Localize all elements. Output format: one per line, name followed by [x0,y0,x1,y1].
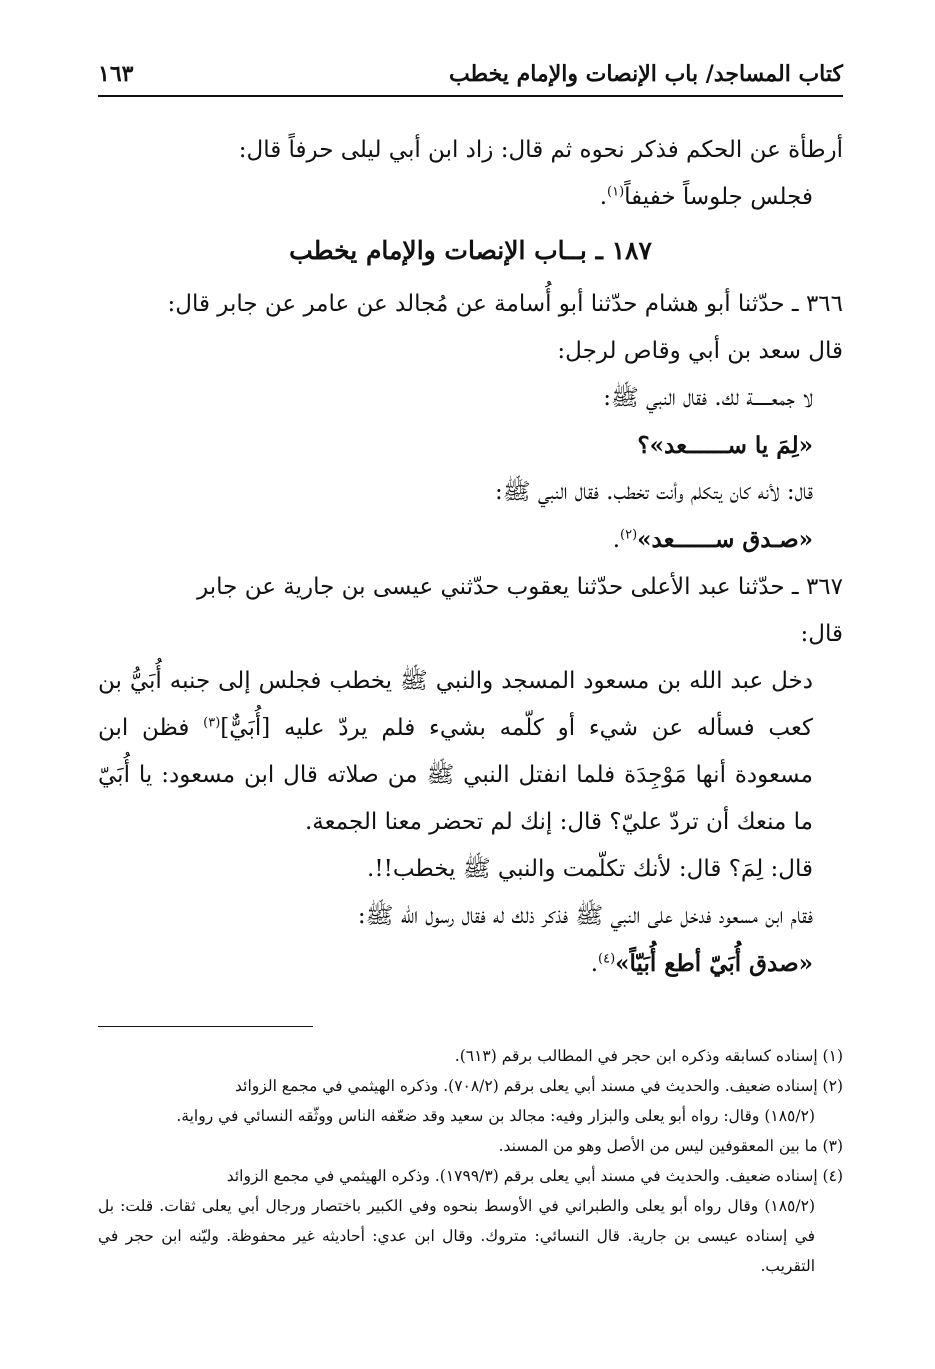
text-span: فجلس جلوساً خفيفاً [624,184,813,210]
footnote-ref[interactable]: (٤) [598,951,616,967]
hadith-366-line: قال سعد بن أبي وقاص لرجل: [557,338,843,364]
footnote-3: (٣) ما بين المعقوفين ليس من الأصل وهو من المسند. [498,1137,843,1155]
hadith-367-line: ٣٦٧ ـ حدّثنا عبد الأعلى حدّثنا يعقوب حدّثني عيسى بن جارية عن جابر [197,574,843,600]
footnote-ref[interactable]: (٣) [203,715,221,731]
text-line [98,174,843,221]
footnote-divider [98,1026,313,1027]
hadith-367-line: قال: لِمَ؟ قال: لأنك تكلّمت والنبي ﷺ يخطب!!. [367,856,813,882]
page-number: ١٦٣ [98,61,134,87]
hadith-366-quote: «لِمَ يا ســــــعد»؟ [637,432,813,459]
footnote-4: (٤) إسناده ضعيف. والحديث في مسند أبي يعلى برقم (١٧٩٩/٣). وذكره الهيثمي في مجمع الزوائد [226,1167,843,1185]
footnote-2: (٢) إسناده ضعيف. والحديث في مسند أبي يعلى برقم (٧٠٨/٢). وذكره الهيثمي في مجمع الزوائد [235,1077,843,1095]
hadith-366-line: ٣٦٦ ـ حدّثنا أبو هشام حدّثنا أبو أُسامة عن مُجالد عن عامر عن جابر قال: [167,291,843,317]
running-title: كتاب المساجد/ باب الإنصات والإمام يخطب [448,61,843,87]
hadith-366-line: لا جمعــــــة لك. فقال النبي ﷺ: [603,385,813,411]
text-span: . [599,184,608,210]
book-page [98,55,843,1281]
footnote-2-continued: (١٨٥/٢) وقال: رواه أبو يعلى والبزار وفيه: مجالد بن سعيد وقد ضعّفه الناس ووثّقه النسائي في رواية. [176,1107,815,1125]
text-span: . [612,527,621,553]
footnotes [98,1041,843,1281]
hadith-367-paragraph [98,658,843,846]
footnote-ref[interactable]: (١) [607,184,625,200]
hadith-366-line: قال: لأنه كان يتكلم وأنت تخطب. فقال النبي ﷺ: [494,479,813,505]
footnote-1: (١) إسناده كسابقه وذكره ابن حجر في المطالب برقم (٦١٣). [454,1047,843,1065]
text-span: دخل عبد الله بن مسعود المسجد والنبي ﷺ يخطب فجلس إلى جنبه أُبَيُّ بن كعب فسأله عن شيء أو كلّمه بشيء فلم يردّ عليه [أُبَيٌّ] [98,668,814,741]
hadith-367-line: فقام ابن مسعود فدخل على النبي ﷺ فذكر ذلك له فقال رسول الله ﷺ: [357,903,813,929]
hadith-367-quote [98,940,843,988]
hadith-367-line: قال: [800,621,843,647]
text-span: . [590,951,598,977]
page-header [98,55,843,97]
footnote-ref[interactable]: (٢) [620,527,638,543]
footnote-4-continued: (١٨٥/٢) وقال رواه أبو يعلى والطبراني في الأوسط بنحوه وفي الكبير باختصار ورجال أبي يعلى ثقات. قلت: بل في إسناده عيسى بن جارية. قال النسائي: متروك. وقال ابن عدي: أحاديثه غير محفوظة. وليّنه ابن حجر في التقريب. [98,1197,815,1275]
text-line: أرطأة عن الحكم فذكر نحوه ثم قال: زاد ابن أبي ليلى حرفاً قال: [238,137,843,163]
main-text [98,127,843,988]
quote-span: «صدق أُبَيّ أطع أُبَيّاً» [615,950,813,977]
chapter-heading: ١٨٧ ـ بــاب الإنصات والإمام يخطب [289,236,652,265]
hadith-366-quote [98,516,843,564]
text-span: فظن ابن مسعودة أنها مَوْجِدَة فلما انفتل النبي ﷺ من صلاته قال ابن مسعود: يا أُبَيّ ما منعك أن تردّ عليّ؟ قال: إنك لم تحضر معنا الجمعة. [98,715,813,835]
quote-span: «صـدق ســــــعد» [637,526,813,553]
